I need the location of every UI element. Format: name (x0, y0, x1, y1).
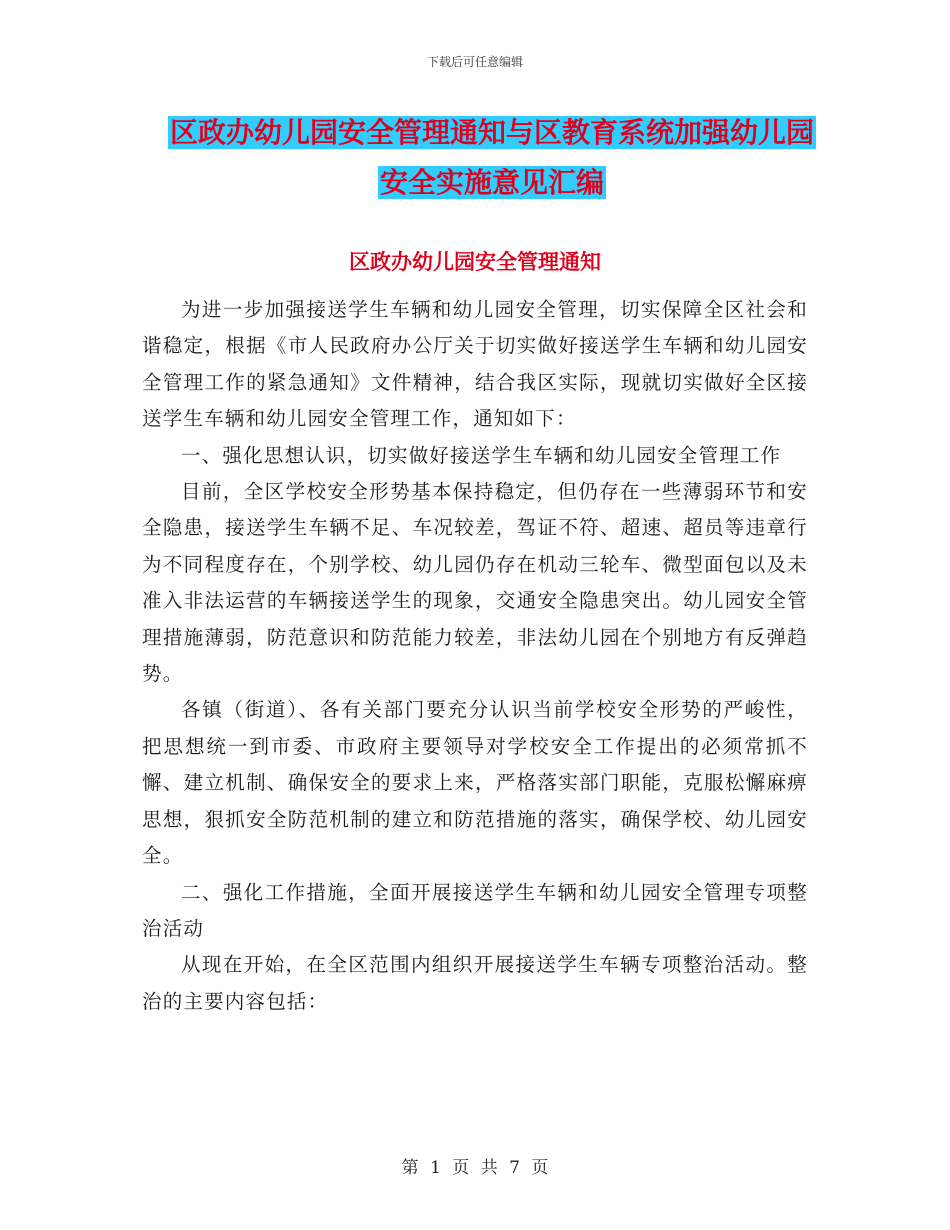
heading-paragraph: 一、强化思想认识，切实做好接送学生车辆和幼儿园安全管理工作 (181, 443, 782, 467)
document-title-line-1: 区政办幼儿园安全管理通知与区教育系统加强幼儿园 (169, 116, 814, 149)
heading-paragraph: 二、强化工作措施，全面开展接送学生车辆和幼儿园安全管理专项整治活动 (142, 880, 808, 940)
document-title (142, 108, 842, 208)
paragraph: 目前，全区学校安全形势基本保持稳定，但仍存在一些薄弱环节和安全隐患，接送学生车辆不足、车况较差，驾证不符、超速、超员等违章行为不同程度存在，个别学校、幼儿园仍存在机动三轮车、微型面包以及未准入非法运营的车辆接送学生的现象，交通安全隐患突出。幼儿园安全管理措施薄弱，防范意识和防范能力较差，非法幼儿园在个别地方有反弹趋势。 (142, 480, 808, 686)
header-note: 下载后可任意编辑 (426, 55, 523, 69)
section-title: 区政办幼儿园安全管理通知 (349, 250, 601, 274)
document-title-line-2: 安全实施意见汇编 (379, 166, 604, 199)
paragraph: 从现在开始，在全区范围内组织开展接送学生车辆专项整治活动。整治的主要内容包括： (142, 953, 808, 1013)
paragraph: 各镇（街道）、各有关部门要充分认识当前学校安全形势的严峻性，把思想统一到市委、市政府主要领导对学校安全工作提出的必须常抓不懈、建立机制、确保安全的要求上来，严格落实部门职能，克服松懈麻痹思想，狠抓安全防范机制的建立和防范措施的落实，确保学校、幼儿园安全。 (142, 698, 808, 868)
page-number: 第 1 页 共 7 页 (401, 1158, 549, 1178)
paragraph: 为进一步加强接送学生车辆和幼儿园安全管理，切实保障全区社会和谐稳定，根据《市人民政府办公厅关于切实做好接送学生车辆和幼儿园安全管理工作的紧急通知》文件精神，结合我区实际，现就切实做好全区接送学生车辆和幼儿园安全管理工作，通知如下： (142, 298, 808, 431)
document-body (142, 292, 808, 1020)
